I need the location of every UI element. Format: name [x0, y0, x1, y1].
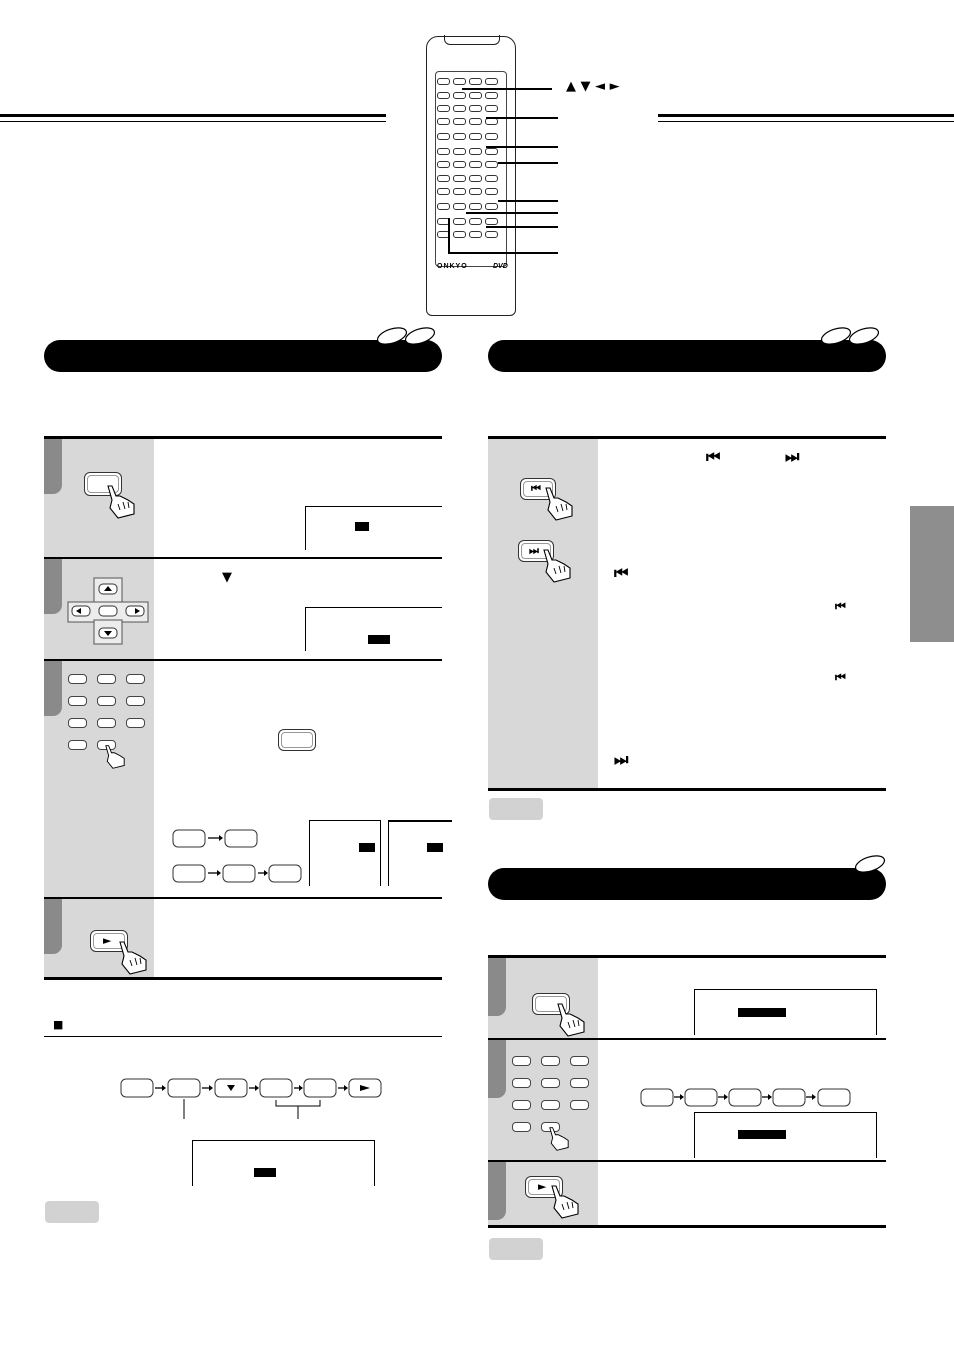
keypad-key[interactable]: [126, 718, 145, 728]
remote-button: [485, 218, 498, 225]
remote-button: [469, 231, 482, 238]
remote-button: [485, 133, 498, 140]
remote-button: [453, 231, 466, 238]
right-step-2-sequence: [640, 1087, 852, 1114]
remote-button: [437, 203, 450, 210]
remote-button: [485, 231, 498, 238]
remote-button: [453, 118, 466, 125]
remote-button: [469, 105, 482, 112]
remote-button: [469, 92, 482, 99]
left-step-1-display-block: [355, 522, 369, 531]
right-step-2-tab: [488, 1040, 506, 1098]
left-disc-icons: [376, 327, 444, 350]
remote-button: [453, 203, 466, 210]
keypad-key[interactable]: [68, 718, 87, 728]
left-step-3-seq-1: [172, 827, 262, 856]
remote-button: [485, 203, 498, 210]
keypad-key[interactable]: [68, 674, 87, 684]
left-step-3-display-a-block: [359, 843, 375, 852]
remote-callout-7: [486, 226, 558, 228]
left-step-3-inline-button[interactable]: [278, 729, 316, 751]
keypad-key[interactable]: [68, 696, 87, 706]
remote-button: [469, 118, 482, 125]
remote-callout-4: [498, 162, 558, 164]
remote-button: [469, 161, 482, 168]
left-example-display-block: [254, 1168, 276, 1177]
side-index-tab: [910, 506, 954, 642]
remote-button: [469, 218, 482, 225]
right-skip-glyph-prev-2: ⏮: [614, 563, 629, 582]
play-icon: ►: [538, 1180, 547, 1193]
remote-button: [485, 175, 498, 182]
next-icon: ⏭: [529, 544, 539, 557]
right-step-2-number-keypad[interactable]: [510, 1054, 600, 1144]
remote-button: [437, 175, 450, 182]
right-note-box-2: [489, 1238, 543, 1260]
left-step-3-tab: [44, 661, 62, 716]
remote-arrow-keys-label: ▲ ▼ ◄ ►: [566, 79, 620, 94]
remote-button: [469, 203, 482, 210]
keypad-key[interactable]: [570, 1100, 589, 1110]
right-step-3-hand: [548, 1184, 582, 1225]
remote-button: [437, 161, 450, 168]
remote-button: [453, 218, 466, 225]
right-skip-next-hand: [540, 548, 574, 589]
header-rule-right-thick: [658, 114, 954, 117]
hand-pointer-icon: [547, 1126, 571, 1157]
left-step-4-tab: [44, 899, 62, 954]
keypad-key[interactable]: [512, 1122, 531, 1132]
remote-button: [453, 92, 466, 99]
remote-button: [453, 148, 466, 155]
remote-callout-1: [462, 88, 552, 90]
keypad-key[interactable]: [570, 1056, 589, 1066]
right-step-1-tab: [488, 958, 506, 1016]
right-skip-glyph-next-2: ⏭: [614, 750, 629, 769]
remote-button: [453, 188, 466, 195]
right-step-3-bottom-rule: [488, 1225, 886, 1228]
left-note-box: [45, 1201, 99, 1223]
keypad-key[interactable]: [126, 696, 145, 706]
remote-button: [469, 188, 482, 195]
left-example-sequence: [120, 1077, 382, 1132]
keypad-key[interactable]: [512, 1056, 531, 1066]
remote-button: [453, 161, 466, 168]
right-skip-glyph-prev-4: ⏮: [835, 670, 846, 684]
remote-button: [437, 92, 450, 99]
remote-button: [453, 133, 466, 140]
remote-callout-2: [486, 117, 558, 119]
right-skip-glyph-next-1: ⏭: [785, 447, 800, 466]
right-skip-glyph-prev-1: ⏮: [706, 447, 721, 466]
right-section-2-disc-icon: [852, 855, 888, 878]
left-step-4-bottom-rule: [44, 977, 442, 980]
remote-button: [485, 148, 498, 155]
remote-button: [485, 188, 498, 195]
left-example-display: [192, 1140, 375, 1186]
play-icon: ►: [103, 934, 112, 947]
remote-button: [437, 105, 450, 112]
keypad-key[interactable]: [512, 1100, 531, 1110]
left-example-rule: [44, 1036, 442, 1037]
left-step-2-display: [305, 607, 442, 651]
left-step-2-down-glyph: ▼: [222, 570, 232, 585]
remote-callout-6: [466, 212, 558, 214]
right-section-2-header-bar: [488, 868, 886, 900]
left-step-4-hand-icon: [116, 940, 150, 981]
left-step-2-dpad[interactable]: [66, 576, 156, 657]
left-step-3-seq-2: [172, 862, 302, 891]
left-step-1-hand-icon: [104, 484, 138, 525]
left-step-2-display-block: [368, 635, 390, 644]
remote-button: [469, 148, 482, 155]
keypad-key[interactable]: [97, 718, 116, 728]
keypad-key[interactable]: [126, 674, 145, 684]
remote-brand: ONKYO: [437, 263, 468, 270]
left-step-3-display-b: [388, 820, 452, 886]
remote-button: [469, 78, 482, 85]
remote-callout-vert: [448, 218, 450, 254]
remote-button: [485, 92, 498, 99]
remote-button: [453, 78, 466, 85]
right-disc-icons: [820, 327, 888, 350]
prev-icon: ⏮: [531, 482, 541, 495]
remote-button: [485, 161, 498, 168]
remote-button: [453, 105, 466, 112]
remote-button: [485, 78, 498, 85]
remote-button: [437, 148, 450, 155]
remote-button: [485, 105, 498, 112]
remote-dvd-badge: DVD: [493, 263, 508, 270]
keypad-key[interactable]: [68, 740, 87, 750]
remote-button: [485, 118, 498, 125]
right-note-box-1: [489, 798, 543, 820]
left-example-square-glyph: ■: [53, 1018, 64, 1031]
remote-callout-8: [450, 252, 558, 254]
remote-button: [453, 175, 466, 182]
keypad-key[interactable]: [541, 1100, 560, 1110]
right-skip-prev-hand: [542, 486, 576, 527]
left-step-2-tab: [44, 559, 62, 614]
right-skip-glyph-prev-3: ⏮: [835, 599, 846, 613]
right-skip-bottom-rule: [488, 788, 886, 791]
right-step-1-hand: [554, 1002, 588, 1043]
hand-pointer-icon: [103, 744, 127, 775]
right-step-1-display-block: [738, 1008, 786, 1017]
left-step-1-display: [305, 506, 442, 550]
right-step-3-tab: [488, 1162, 506, 1220]
remote-callout-5: [498, 200, 558, 202]
remote-button: [437, 118, 450, 125]
remote-callout-3: [486, 146, 558, 148]
left-step-3-number-keypad[interactable]: [66, 672, 156, 762]
remote-button: [469, 133, 482, 140]
left-step-3-display-a: [309, 820, 381, 886]
remote-button: [437, 133, 450, 140]
header-rule-left-thick: [0, 114, 386, 117]
keypad-key[interactable]: [97, 696, 116, 706]
remote-button: [437, 188, 450, 195]
keypad-key[interactable]: [570, 1078, 589, 1088]
keypad-key[interactable]: [541, 1078, 560, 1088]
keypad-key[interactable]: [541, 1056, 560, 1066]
keypad-key[interactable]: [97, 674, 116, 684]
left-step-3-display-b-block: [427, 843, 443, 852]
right-step-2-display-block: [738, 1130, 786, 1139]
keypad-key[interactable]: [512, 1078, 531, 1088]
remote-button: [469, 175, 482, 182]
header-rule-right-thin: [658, 121, 954, 122]
left-step-1-tab: [44, 439, 62, 494]
header-rule-left-thin: [0, 121, 386, 122]
remote-top-cap: [444, 35, 500, 45]
remote-button: [437, 78, 450, 85]
